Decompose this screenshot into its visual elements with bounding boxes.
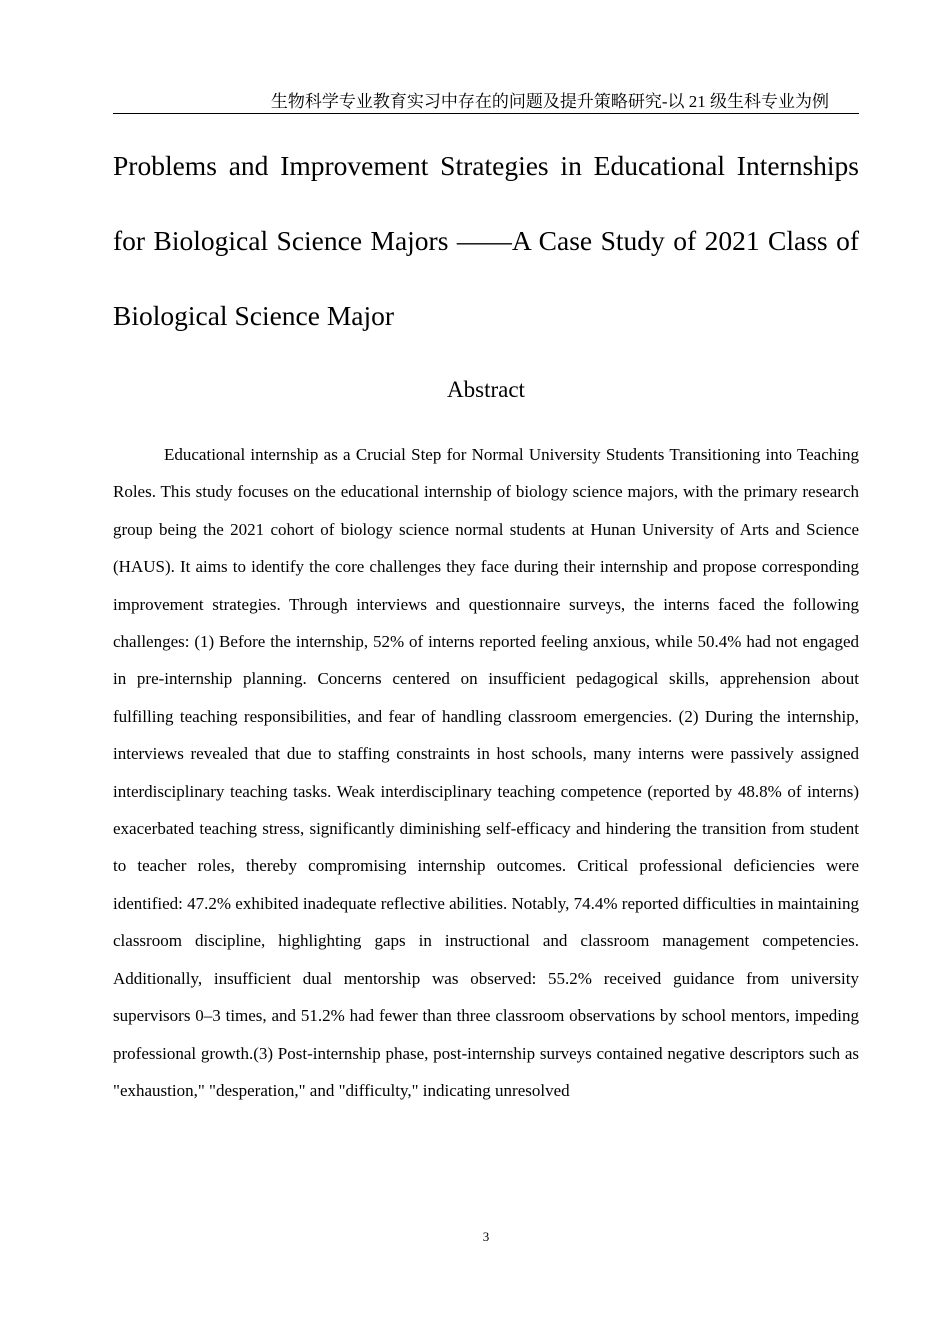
abstract-paragraph: Educational internship as a Crucial Step for Normal University Students Transitioning into Teaching Roles. This study focuses on the educational internship of biology science majors, with the primary research group being the 2021 cohort of biology science normal students at Hunan University of Arts and Science (HAUS). It aims to identify the core challenges they face during their internship and propose corresponding improvement strategies. Through interviews and questionnaire surveys, the interns faced the following challenges: (1) Before the internship, 52% of interns reported feeling anxious, while 50.4% had not engaged in pre-internship planning. Concerns centered on insufficient pedagogical skills, apprehension about fulfilling teaching responsibilities, and fear of handling classroom emergencies. (2) During the internship, interviews revealed that due to staffing constraints in host schools, many interns were passively assigned interdisciplinary teaching tasks. Weak interdisciplinary teaching competence (reported by 48.8% of interns) exacerbated teaching stress, significantly diminishing self-efficacy and hindering the transition from student to teacher roles, thereby compromising internship outcomes. Critical professional deficiencies were identified: 47.2% exhibited inadequate reflective abilities. Notably, 74.4% reported difficulties in maintaining classroom discipline, highlighting gaps in instructional and classroom management competencies. Additionally, insufficient dual mentorship was observed: 55.2% received guidance from university supervisors 0–3 times, and 51.2% had fewer than three classroom observations by school mentors, impeding professional growth.(3) Post-internship phase, post-internship surveys contained negative descriptors such as "exhaustion," "desperation," and "difficulty," indicating unresolved <box>113 445 859 1100</box>
abstract-heading: Abstract <box>447 377 525 402</box>
running-header: 生物科学专业教育实习中存在的问题及提升策略研究-以 21 级生科专业为例 <box>113 90 859 114</box>
page-number: 3 <box>482 1229 490 1244</box>
paper-title: Problems and Improvement Strategies in Educational Internships for Biological Science Majors ——A Case Study of 2021 Class of Biological Science Major <box>113 150 859 331</box>
